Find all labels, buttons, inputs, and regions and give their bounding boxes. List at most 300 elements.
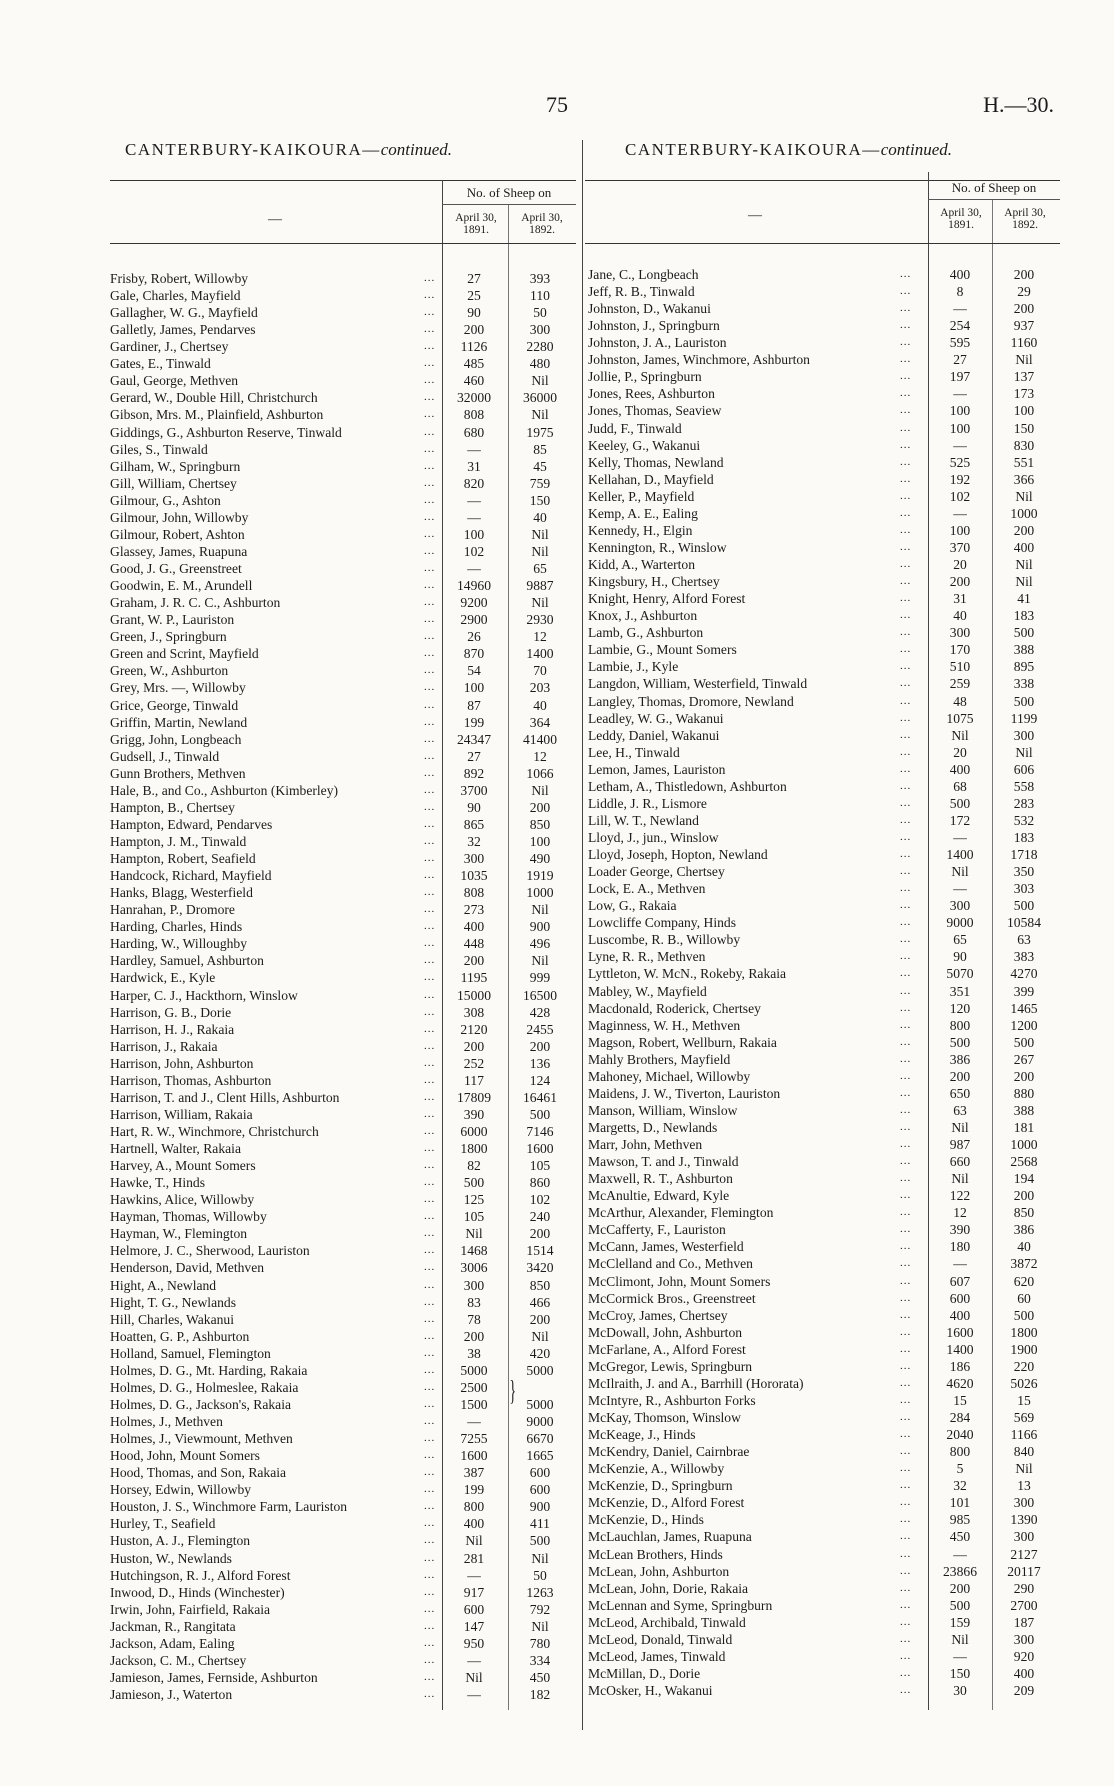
right-header-group: No. of Sheep on (951, 180, 1037, 195)
value-1891: 870 (463, 646, 485, 662)
table-row (588, 1307, 1060, 1324)
value-1892: Nil (531, 953, 549, 969)
leader-dots: ... (900, 830, 912, 843)
value-1891: 15 (953, 1392, 967, 1408)
table-row (588, 675, 1060, 692)
leader-dots: ... (424, 1653, 436, 1666)
leader-dots: ... (424, 852, 436, 865)
leader-dots: ... (900, 677, 912, 690)
row-name: Hayman, Thomas, Willowby (110, 1209, 267, 1225)
row-name: McGregor, Lewis, Springburn (588, 1358, 753, 1374)
table-row (588, 1443, 1060, 1460)
leader-dots: ... (424, 766, 436, 779)
table-row (588, 1665, 1060, 1682)
table-row (588, 385, 1060, 402)
value-1892: 558 (1013, 778, 1035, 794)
leader-dots: ... (424, 527, 436, 540)
value-1891: 27 (467, 271, 481, 286)
table-row (588, 880, 1060, 897)
leader-dots: ... (900, 745, 912, 758)
row-name: Hill, Charles, Wakanui (110, 1311, 234, 1327)
row-name: McIlraith, J. and A., Barrhill (Hororata) (588, 1375, 804, 1391)
value-1892: 60 (1017, 1290, 1031, 1306)
row-name: McKenzie, D., Springburn (588, 1478, 733, 1494)
value-1891: 370 (949, 539, 971, 555)
value-1891: 3700 (460, 782, 488, 798)
table-row (110, 577, 576, 594)
value-1891: 800 (949, 1444, 971, 1460)
leader-dots: ... (424, 1636, 436, 1649)
row-name: McLeod, James, Tinwald (588, 1648, 726, 1664)
column-divider (582, 140, 583, 1730)
value-1891: 808 (463, 407, 485, 423)
leader-dots: ... (424, 886, 436, 899)
table-row (110, 714, 576, 731)
value-1892: 895 (1013, 659, 1035, 675)
value-1892: 411 (530, 1516, 550, 1532)
table-row (588, 454, 1060, 471)
value-1891: 24347 (457, 731, 491, 747)
row-name: Loader George, Chertsey (588, 864, 725, 880)
row-name: Lee, H., Tinwald (588, 744, 680, 760)
leader-dots: ... (424, 1056, 436, 1069)
value-1892: 532 (1013, 812, 1035, 828)
table-row (110, 1277, 576, 1294)
table-row (588, 1614, 1060, 1631)
row-name: Hayman, W., Flemington (110, 1226, 248, 1242)
value-1891: 400 (949, 1307, 971, 1323)
value-1892: 364 (529, 714, 551, 730)
leader-dots: ... (424, 715, 436, 728)
row-name: Jamieson, J., Waterton (110, 1686, 233, 1702)
row-name: Knight, Henry, Alford Forest (588, 591, 746, 607)
table-row (588, 1580, 1060, 1597)
table-row (110, 628, 576, 645)
value-1891: Nil (951, 727, 969, 743)
value-1892: 5026 (1010, 1375, 1038, 1391)
right-header-bottom-rule (585, 243, 1060, 244)
table-row (110, 952, 576, 969)
row-name: Hawke, T., Hinds (110, 1175, 206, 1191)
value-1892: 900 (529, 1499, 551, 1515)
table-row (110, 765, 576, 782)
table-row (110, 1311, 576, 1328)
row-name: Grice, George, Tinwald (110, 697, 239, 713)
leader-dots: ... (900, 592, 912, 605)
leader-dots: ... (900, 1240, 912, 1253)
value-1891: 32 (953, 1478, 967, 1494)
table-row (110, 918, 576, 935)
value-1891: 7255 (460, 1431, 488, 1447)
value-1892: 15 (1017, 1392, 1031, 1408)
row-name: Harper, C. J., Hackthorn, Winslow (110, 987, 298, 1003)
table-row (588, 1204, 1060, 1221)
value-1892: 240 (529, 1209, 551, 1225)
row-name: McCafferty, F., Lauriston (588, 1222, 726, 1238)
row-name: Grey, Mrs. —, Willowby (110, 680, 246, 696)
value-1891: — (953, 301, 967, 317)
value-1891: 2120 (460, 1021, 488, 1037)
table-row (588, 1273, 1060, 1290)
leader-dots: ... (424, 732, 436, 745)
value-1892: 999 (529, 970, 551, 986)
value-1892: Nil (531, 373, 549, 389)
row-name: Lamb, G., Ashburton (588, 625, 704, 641)
value-1891: 400 (949, 267, 971, 282)
row-name: Gerard, W., Double Hill, Christchurch (110, 390, 318, 406)
leader-dots: ... (424, 425, 436, 438)
leader-dots: ... (424, 1107, 436, 1120)
row-name: Harvey, A., Mount Somers (110, 1158, 256, 1174)
value-1892: 173 (1013, 386, 1035, 402)
table-row (588, 710, 1060, 727)
table-row (110, 1328, 576, 1345)
leader-dots: ... (424, 1449, 436, 1462)
value-1891: 54 (467, 663, 481, 679)
row-name: Green and Scrint, Mayfield (110, 646, 259, 662)
row-name: Hight, A., Newland (110, 1277, 217, 1293)
value-1892: 267 (1013, 1051, 1035, 1067)
leader-dots: ... (900, 762, 912, 775)
value-1891: 20 (953, 557, 967, 573)
value-1891: 170 (949, 642, 971, 658)
row-name: Griffin, Martin, Newland (110, 714, 248, 730)
right-table-title: CANTERBURY-KAIKOURA—continued. (625, 140, 953, 159)
value-1891: — (467, 492, 481, 508)
table-row (588, 1187, 1060, 1204)
value-1891: 147 (463, 1618, 485, 1634)
row-name: Jollie, P., Springburn (588, 369, 702, 385)
value-1891: 1500 (460, 1396, 488, 1412)
value-1891: 200 (463, 1328, 485, 1344)
leader-dots: ... (900, 472, 912, 485)
leader-dots: ... (424, 630, 436, 643)
table-row (588, 931, 1060, 948)
table-row (110, 969, 576, 986)
value-1891: — (467, 1686, 481, 1702)
row-name: Gilham, W., Springburn (110, 458, 241, 474)
value-1891: 197 (949, 369, 971, 385)
table-row (110, 1345, 576, 1362)
value-1892: 880 (1013, 1085, 1035, 1101)
value-1892: 102 (529, 1192, 551, 1208)
value-1892: 200 (1013, 267, 1035, 282)
value-1891: Nil (951, 1120, 969, 1135)
value-1892: 900 (529, 919, 551, 935)
table-row (588, 420, 1060, 437)
value-1892: 1000 (1010, 1137, 1038, 1153)
leader-dots: ... (424, 408, 436, 421)
value-1891: 83 (467, 1294, 481, 1310)
table-row (588, 1238, 1060, 1255)
value-1892: 183 (1013, 829, 1035, 845)
value-1892: 350 (1013, 864, 1035, 880)
row-name: Hartnell, Walter, Rakaia (110, 1141, 241, 1157)
leader-dots: ... (900, 558, 912, 571)
value-1891: 8 (956, 284, 964, 300)
row-name: Maidens, J. W., Tiverton, Lauriston (588, 1085, 781, 1101)
leader-dots: ... (900, 1035, 912, 1048)
right-group-rule (928, 199, 1060, 200)
row-name: Lloyd, J., jun., Winslow (588, 829, 719, 845)
value-1891: 600 (949, 1290, 971, 1306)
row-name: Irwin, John, Fairfield, Rakaia (110, 1601, 271, 1617)
value-1891: 300 (463, 851, 485, 867)
value-1892: 3872 (1010, 1256, 1038, 1272)
row-name: Hanks, Blagg, Westerfield (110, 885, 253, 901)
value-1892: 400 (1013, 539, 1035, 555)
leader-dots: ... (900, 1172, 912, 1185)
value-1892: 5000 (526, 1396, 554, 1412)
row-name: McKenzie, D., Hinds (588, 1512, 704, 1528)
value-1892: Nil (1015, 1461, 1033, 1477)
value-1891: 102 (949, 488, 971, 504)
table-row (110, 1447, 576, 1464)
value-1892: 393 (529, 271, 551, 286)
value-1892: 500 (1013, 1307, 1035, 1323)
leader-dots: ... (900, 1325, 912, 1338)
leader-dots: ... (900, 1308, 912, 1321)
value-1891: 100 (949, 522, 971, 538)
table-row (110, 1618, 576, 1635)
table-row (110, 526, 576, 543)
row-name: Kelly, Thomas, Newland (588, 454, 724, 470)
table-row (588, 1546, 1060, 1563)
left-header-group: No. of Sheep on (466, 185, 552, 200)
table-row (110, 884, 576, 901)
leader-dots: ... (900, 848, 912, 861)
leader-dots: ... (900, 950, 912, 963)
table-row (110, 697, 576, 714)
leader-dots: ... (424, 1483, 436, 1496)
table-row (110, 406, 576, 423)
leader-dots: ... (424, 988, 436, 1001)
table-row (110, 1669, 576, 1686)
leader-dots: ... (900, 489, 912, 502)
row-name: Houston, J. S., Winchmore Farm, Lauriston (110, 1499, 348, 1515)
row-name: Macdonald, Roderick, Chertsey (588, 1000, 761, 1016)
value-1891: 38 (467, 1345, 481, 1361)
right-header-col-1892: April 30, 1892. (1004, 207, 1046, 231)
value-1892: 1800 (1010, 1324, 1038, 1340)
value-1892: 41400 (523, 731, 557, 747)
leader-dots: ... (424, 817, 436, 830)
value-1891: — (467, 1652, 481, 1668)
table-row (588, 1119, 1060, 1136)
table-row (110, 441, 576, 458)
value-1891: 31 (467, 458, 481, 474)
row-name: McArthur, Alexander, Flemington (588, 1205, 774, 1221)
value-1891: 82 (467, 1158, 481, 1174)
leader-dots: ... (424, 442, 436, 455)
value-1891: 259 (949, 676, 971, 692)
row-name: Gardiner, J., Chertsey (110, 339, 229, 355)
row-name: McLean, John, Dorie, Rakaia (588, 1580, 749, 1596)
value-1892: 4270 (1010, 966, 1038, 982)
row-name: Hawkins, Alice, Willowby (110, 1192, 255, 1208)
value-1891: Nil (951, 1631, 969, 1647)
value-1891: 5000 (460, 1362, 488, 1378)
page-number: 75 (546, 92, 568, 117)
value-1892: 850 (529, 1277, 551, 1293)
row-name: Hampton, Edward, Pendarves (110, 816, 273, 832)
value-1891: 101 (949, 1495, 971, 1511)
value-1892: 551 (1013, 454, 1035, 470)
value-1892: 428 (529, 1004, 551, 1020)
row-name: Jeff, R. B., Tinwald (588, 284, 695, 300)
row-name: Harrison, William, Rakaia (110, 1106, 253, 1122)
leader-dots: ... (424, 272, 436, 284)
row-name: Keller, P., Mayfield (588, 488, 695, 504)
table-row (588, 1392, 1060, 1409)
leader-dots: ... (900, 1683, 912, 1696)
table-row (588, 1682, 1060, 1699)
leader-dots: ... (900, 455, 912, 468)
leader-dots: ... (900, 1564, 912, 1577)
leader-dots: ... (900, 1359, 912, 1372)
row-name: Hanrahan, P., Dromore (110, 902, 235, 918)
table-row (588, 1324, 1060, 1341)
leader-dots: ... (900, 882, 912, 895)
leader-dots: ... (900, 694, 912, 707)
leader-dots: ... (424, 1568, 436, 1581)
value-1892: Nil (531, 526, 549, 542)
table-row (588, 488, 1060, 505)
table-row (110, 679, 576, 696)
row-name: Low, G., Rakaia (588, 898, 677, 914)
value-1892: 500 (529, 1533, 551, 1549)
row-name: Kidd, A., Warterton (588, 557, 696, 573)
value-1892: 2280 (526, 339, 554, 355)
value-1891: 63 (953, 1102, 967, 1118)
table-row (588, 573, 1060, 590)
value-1891: — (953, 437, 967, 453)
row-name: Hampton, J. M., Tinwald (110, 833, 247, 849)
value-1891: 300 (949, 625, 971, 641)
value-1891: — (467, 1567, 481, 1583)
leader-dots: ... (900, 404, 912, 417)
leader-dots: ... (900, 609, 912, 622)
row-name: Johnston, James, Winchmore, Ashburton (588, 352, 810, 368)
table-row (588, 1034, 1060, 1051)
table-row (110, 1004, 576, 1021)
row-name: Lemon, James, Lauriston (588, 761, 726, 777)
leader-dots: ... (900, 1513, 912, 1526)
table-row (110, 833, 576, 850)
value-1892: 383 (1013, 949, 1035, 965)
value-1892: 182 (529, 1686, 551, 1702)
value-1892: 466 (529, 1294, 551, 1310)
table-row (588, 1409, 1060, 1426)
table-row (588, 846, 1060, 863)
value-1891: 400 (949, 761, 971, 777)
leader-dots: ... (900, 1052, 912, 1065)
table-row (588, 334, 1060, 351)
value-1891: 117 (464, 1072, 484, 1088)
row-name: McKenzie, D., Alford Forest (588, 1495, 745, 1511)
value-1891: 386 (949, 1051, 971, 1067)
table-row (588, 1494, 1060, 1511)
row-name: Hampton, Robert, Seafield (110, 851, 256, 867)
table-row (588, 1085, 1060, 1102)
leader-dots: ... (900, 438, 912, 451)
row-name: Lock, E. A., Methven (588, 881, 706, 897)
value-1891: 14960 (457, 578, 491, 594)
row-name: Glassey, James, Ruapuna (110, 543, 248, 559)
value-1891: 281 (463, 1550, 485, 1566)
value-1891: 607 (949, 1273, 971, 1289)
value-1892: 303 (1013, 881, 1035, 897)
leader-dots: ... (900, 1598, 912, 1611)
table-row (110, 1174, 576, 1191)
leader-dots: ... (900, 268, 912, 280)
value-1891: 32 (467, 833, 481, 849)
table-row (110, 1191, 576, 1208)
value-1891: 987 (949, 1137, 971, 1153)
value-1892: 50 (533, 305, 547, 321)
leader-dots: ... (424, 289, 436, 302)
value-1891: 252 (463, 1055, 485, 1071)
leader-dots: ... (424, 920, 436, 933)
value-1892: 2700 (1010, 1597, 1038, 1613)
leader-dots: ... (900, 319, 912, 332)
table-row (110, 1106, 576, 1123)
table-row (588, 863, 1060, 880)
value-1891: 65 (953, 932, 967, 948)
leader-dots: ... (900, 1138, 912, 1151)
value-1891: 68 (953, 778, 967, 794)
table-row (588, 539, 1060, 556)
value-1892: 12 (533, 748, 547, 764)
leader-dots: ... (900, 1649, 912, 1662)
value-1891: 2040 (946, 1427, 974, 1443)
value-1892: 1900 (1010, 1341, 1038, 1357)
value-1891: 400 (463, 1516, 485, 1532)
table-row (110, 1686, 576, 1703)
leader-dots: ... (900, 967, 912, 980)
leader-dots: ... (424, 374, 436, 387)
value-1891: 1035 (460, 868, 488, 884)
table-row (588, 471, 1060, 488)
value-1892: 29 (1017, 284, 1031, 300)
table-row (588, 1068, 1060, 1085)
table-row (588, 1153, 1060, 1170)
row-name: McAnultie, Edward, Kyle (588, 1188, 730, 1204)
table-row (110, 509, 576, 526)
value-1892: 200 (529, 1311, 551, 1327)
table-row (110, 270, 576, 287)
value-1891: 387 (463, 1465, 485, 1481)
row-name: Hutchingson, R. J., Alford Forest (110, 1567, 291, 1583)
value-1891: 1600 (460, 1448, 488, 1464)
value-1892: 85 (533, 441, 547, 457)
table-row (588, 283, 1060, 300)
value-1892: 100 (529, 833, 551, 849)
value-1892: 110 (530, 288, 550, 304)
value-1891: 12 (953, 1205, 967, 1221)
table-row (588, 778, 1060, 795)
table-row (110, 389, 576, 406)
value-1891: 186 (949, 1358, 971, 1374)
value-1892: 1263 (526, 1584, 554, 1600)
value-1891: 460 (463, 373, 485, 389)
value-1892: 150 (1013, 420, 1035, 436)
leader-dots: ... (900, 643, 912, 656)
value-1891: 199 (463, 714, 485, 730)
row-name: Hight, T. G., Newlands (110, 1294, 236, 1310)
value-1891: 595 (949, 335, 971, 351)
value-1892: 490 (529, 851, 551, 867)
